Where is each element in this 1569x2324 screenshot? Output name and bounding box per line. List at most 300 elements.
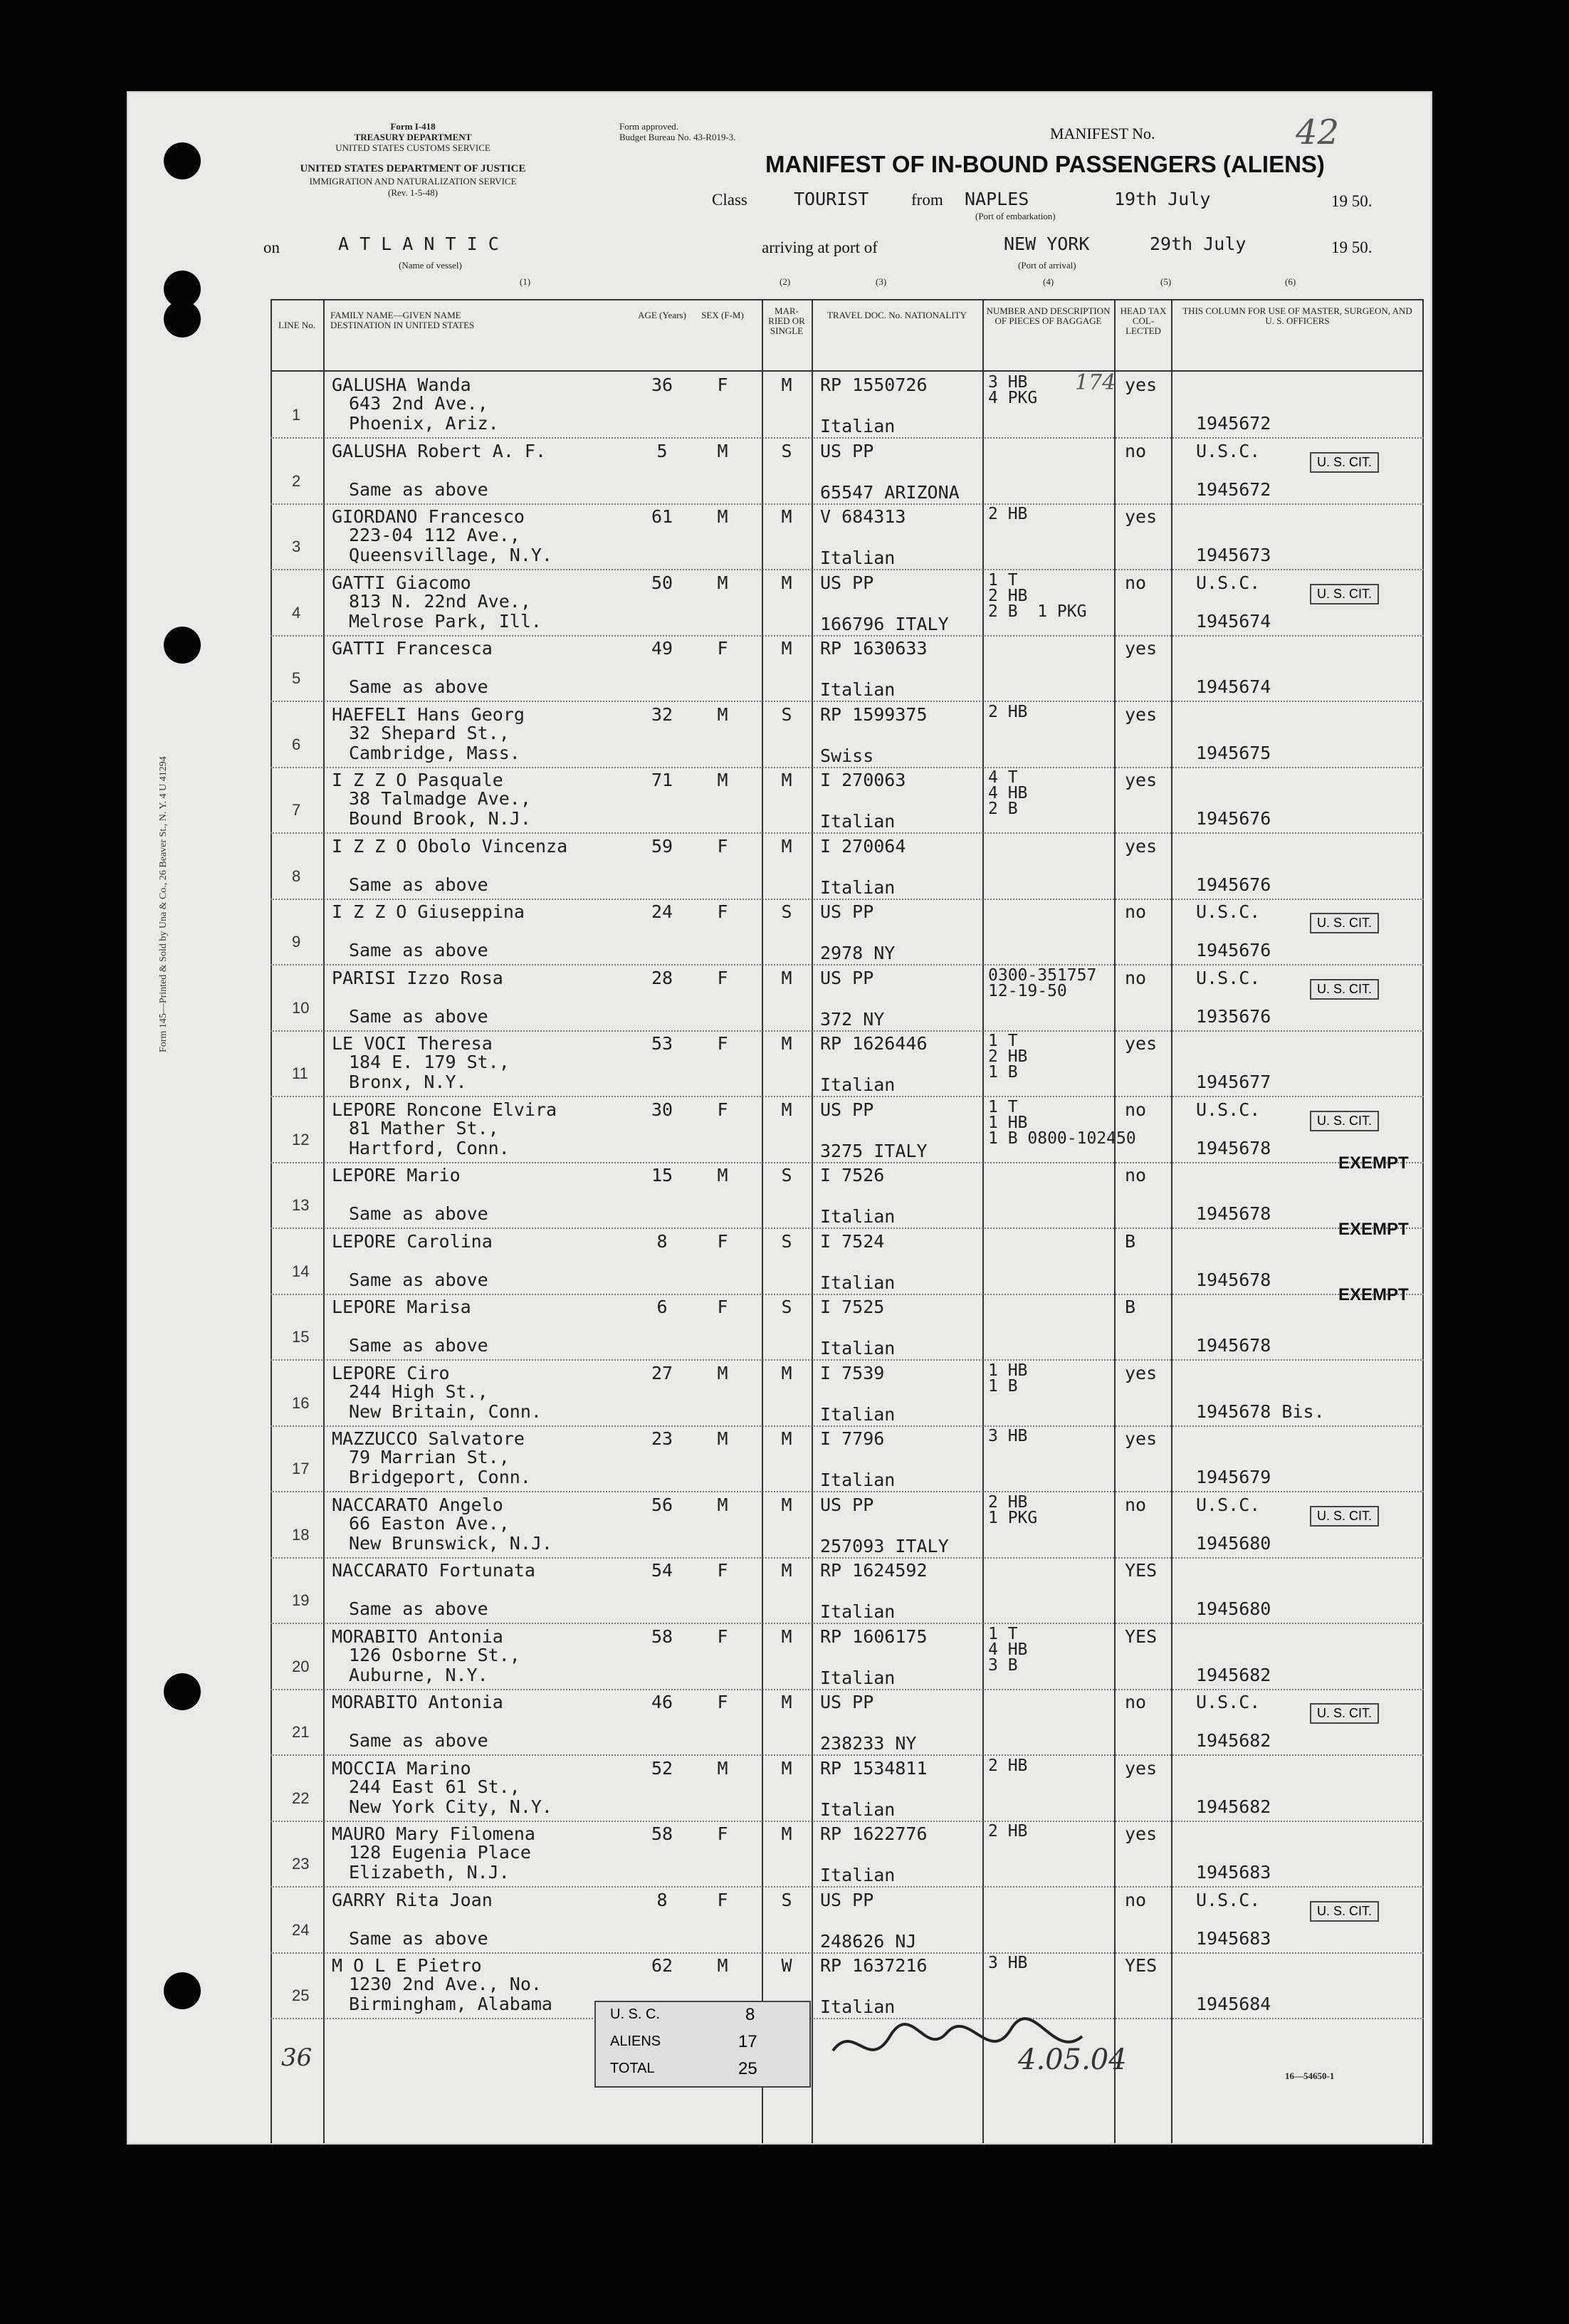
address-line-1: 244 East 61 St., — [349, 1776, 520, 1797]
nationality: 238233 NY — [820, 1733, 917, 1754]
col-name: FAMILY NAME—GIVEN NAME DESTINATION IN UNITED STATES — [330, 310, 475, 330]
travel-doc: RP 1599375 — [820, 703, 928, 725]
col-number-1: (1) — [520, 276, 531, 287]
vessel-note: (Name of vessel) — [399, 260, 462, 271]
usc-mark: U.S.C. — [1196, 1494, 1261, 1515]
table-row — [271, 1885, 1424, 1954]
line-number: 14 — [292, 1262, 310, 1280]
head-tax: yes — [1125, 835, 1158, 857]
col-number-4: (4) — [1043, 276, 1054, 287]
passenger-name: MAURO Mary Filomena — [332, 1823, 535, 1844]
travel-doc: I 7525 — [820, 1297, 885, 1317]
address-line-2: Melrose Park, Ill. — [349, 610, 542, 632]
table-row — [271, 436, 1424, 505]
col-head-tax: HEAD TAX COL-LECTED — [1120, 305, 1167, 336]
travel-doc: RP 1637216 — [820, 1955, 928, 1976]
marital-status: M — [781, 770, 792, 790]
line-number: 21 — [292, 1723, 310, 1741]
travel-doc: RP 1534811 — [820, 1757, 928, 1779]
head-tax: yes — [1125, 1757, 1158, 1779]
passenger-name: LEPORE Carolina — [332, 1230, 493, 1252]
side-print: Form 145—Printed & Sold by Una & Co., 26 Beaver St., N. Y. 4 U 41294 — [158, 756, 169, 1052]
line-number: 13 — [292, 1196, 310, 1214]
arrival-port: NEW YORK — [1004, 234, 1090, 254]
line-number: 15 — [292, 1328, 310, 1346]
line-number: 11 — [292, 1064, 308, 1082]
manifest-sheet — [128, 93, 1431, 2143]
marital-status: S — [781, 1297, 792, 1317]
address-line-2: Same as above — [349, 1927, 488, 1949]
sex: M — [717, 1955, 728, 1976]
line-number: 18 — [292, 1525, 310, 1544]
travel-doc: US PP — [820, 901, 874, 922]
passenger-name: GALUSHA Robert A. F. — [332, 440, 547, 461]
table-row — [271, 963, 1424, 1032]
arrival-note: (Port of arrival) — [1018, 260, 1076, 271]
head-tax: yes — [1125, 1033, 1158, 1054]
sex: M — [717, 1428, 728, 1449]
officer-number: 1945682 — [1196, 1730, 1271, 1751]
head-tax: no — [1125, 572, 1147, 593]
col-married: MAR-RIED OR SINGLE — [768, 305, 805, 336]
usc-count: 8 — [745, 2005, 755, 2024]
sex: M — [717, 1362, 728, 1383]
officer-number: 1945676 — [1196, 874, 1271, 895]
nationality: 3275 ITALY — [820, 1140, 928, 1161]
age: 56 — [651, 1494, 673, 1515]
age: 8 — [656, 1889, 668, 1910]
sex: F — [717, 1033, 728, 1054]
form-approved: Form approved. — [619, 121, 679, 132]
marital-status: M — [781, 1099, 792, 1120]
travel-doc: US PP — [820, 572, 874, 593]
punch-hole — [164, 300, 201, 337]
passenger-name: LEPORE Ciro — [332, 1362, 450, 1383]
usc-mark: U.S.C. — [1196, 1099, 1261, 1120]
line-number: 6 — [292, 735, 301, 753]
age: 52 — [651, 1757, 673, 1779]
address-line-2: New Brunswick, N.J. — [349, 1532, 552, 1554]
passenger-name: M O L E Pietro — [332, 1955, 482, 1976]
passenger-table — [271, 299, 1424, 2143]
age: 23 — [651, 1428, 673, 1449]
table-row — [271, 568, 1424, 637]
usc-mark: U.S.C. — [1196, 572, 1261, 593]
marital-status: M — [781, 1428, 792, 1449]
nationality: 257093 ITALY — [820, 1535, 949, 1556]
usc-label: U. S. C. — [610, 2006, 661, 2022]
sex: M — [717, 770, 728, 790]
age: 58 — [651, 1626, 673, 1647]
table-row — [271, 1687, 1424, 1756]
marital-status: M — [781, 835, 792, 857]
line-number: 8 — [292, 867, 301, 885]
travel-doc: RP 1630633 — [820, 638, 928, 659]
line-number: 2 — [292, 471, 301, 490]
baggage: 1 HB 1 B — [988, 1361, 1028, 1396]
travel-doc: I 270064 — [820, 835, 906, 857]
age: 30 — [651, 1099, 673, 1120]
sex: M — [717, 506, 728, 527]
address-line-1: 32 Shepard St., — [349, 722, 510, 743]
head-tax: no — [1125, 1494, 1147, 1515]
head-tax: yes — [1125, 375, 1158, 395]
baggage-note: 174 — [1075, 370, 1116, 395]
sex: F — [717, 1626, 728, 1647]
age: 49 — [651, 638, 673, 659]
sex: F — [717, 1560, 728, 1581]
on-label: on — [263, 239, 280, 256]
marital-status: M — [781, 1033, 792, 1054]
age: 32 — [651, 703, 673, 725]
class-value: TOURIST — [794, 189, 869, 209]
travel-doc: RP 1550726 — [820, 375, 928, 395]
address-line-1: 643 2nd Ave., — [349, 393, 488, 414]
embark-note: (Port of embarkation) — [975, 211, 1056, 221]
nationality: Italian — [820, 1865, 896, 1885]
address-line-2: Same as above — [349, 1005, 488, 1027]
head-tax: yes — [1125, 1823, 1158, 1844]
col-number-3: (3) — [876, 276, 887, 287]
travel-doc: US PP — [820, 1692, 874, 1712]
nationality: Italian — [820, 811, 896, 832]
address-line-2: Cambridge, Mass. — [349, 742, 520, 763]
col-baggage: NUMBER AND DESCRIPTION OF PIECES OF BAGGAGE — [986, 305, 1111, 326]
age: 28 — [651, 967, 673, 988]
officer-number: 1945672 — [1196, 478, 1271, 500]
travel-doc: RP 1606175 — [820, 1626, 928, 1647]
age: 53 — [651, 1033, 673, 1054]
nationality: Italian — [820, 1799, 896, 1820]
marital-status: S — [781, 1165, 792, 1185]
manifest-label: MANIFEST No. — [1050, 125, 1155, 142]
baggage: 1 T 2 HB 2 B 1 PKG — [988, 570, 1087, 621]
age: 8 — [656, 1230, 668, 1252]
from-port: NAPLES — [965, 189, 1029, 209]
officer-number: 1945683 — [1196, 1862, 1271, 1883]
total-count: 25 — [738, 2059, 757, 2078]
nationality: Italian — [820, 1601, 896, 1622]
marital-status: M — [781, 1560, 792, 1581]
address-line-2: Same as above — [349, 874, 488, 895]
age: 71 — [651, 770, 673, 790]
sex: M — [717, 1757, 728, 1779]
travel-doc: RP 1626446 — [820, 1033, 928, 1054]
line-number: 20 — [292, 1657, 310, 1675]
manifest-title: MANIFEST OF IN-BOUND PASSENGERS (ALIENS) — [765, 151, 1325, 177]
travel-doc: I 7524 — [820, 1230, 885, 1252]
head-tax: yes — [1125, 770, 1158, 790]
us-citizen-stamp: U. S. CIT. — [1310, 913, 1379, 933]
table-row — [271, 765, 1424, 834]
passenger-name: LEPORE Mario — [332, 1165, 461, 1185]
baggage: 3 HB 4 PKG — [988, 373, 1038, 407]
address-line-2: Same as above — [349, 1598, 488, 1619]
head-tax: no — [1125, 1099, 1147, 1120]
passenger-name: MORABITO Antonia — [332, 1626, 503, 1647]
marital-status: M — [781, 1494, 792, 1515]
nationality: Italian — [820, 1667, 896, 1688]
head-tax: no — [1125, 440, 1147, 461]
line-number: 9 — [292, 933, 301, 951]
baggage: 2 HB — [988, 505, 1028, 523]
address-line-1: 81 Mather St., — [349, 1117, 499, 1139]
address-line-1: 184 E. 179 St., — [349, 1052, 510, 1072]
baggage: 2 HB — [988, 702, 1028, 721]
address-line-1: 128 Eugenia Place — [349, 1842, 531, 1863]
nationality: 65547 ARIZONA — [820, 481, 960, 503]
nationality: 372 NY — [820, 1008, 885, 1030]
passenger-name: I Z Z O Pasquale — [332, 770, 503, 790]
sex: M — [717, 703, 728, 725]
col-age: AGE (Years) — [638, 310, 686, 320]
nationality: Italian — [820, 1996, 896, 2017]
address-line-2: Phoenix, Ariz. — [349, 413, 499, 434]
col-line: LINE No. — [278, 320, 315, 330]
officer-number: 1945674 — [1196, 676, 1271, 697]
line-number: 22 — [292, 1789, 310, 1807]
head-tax: YES — [1125, 1560, 1158, 1581]
address-line-2: New York City, N.Y. — [349, 1796, 552, 1817]
officer-number: 1945672 — [1196, 413, 1271, 434]
travel-doc: US PP — [820, 1889, 874, 1910]
treasury-dept: TREASURY DEPARTMENT — [354, 132, 472, 142]
marital-status: M — [781, 1757, 792, 1779]
sex: F — [717, 1692, 728, 1712]
head-tax: YES — [1125, 1626, 1158, 1647]
sex: M — [717, 1165, 728, 1185]
nationality: 166796 ITALY — [820, 613, 949, 634]
marital-status: S — [781, 1889, 792, 1910]
passenger-name: HAEFELI Hans Georg — [332, 703, 525, 725]
line-number: 24 — [292, 1920, 310, 1939]
age: 5 — [656, 440, 668, 461]
sex: F — [717, 901, 728, 922]
officer-number: 1945684 — [1196, 1994, 1271, 2014]
line-number: 4 — [292, 603, 301, 622]
head-tax: yes — [1125, 1362, 1158, 1383]
table-row — [271, 1285, 1424, 1361]
officer-number: 1945678 — [1196, 1269, 1271, 1290]
ins-service: IMMIGRATION AND NATURALIZATION SERVICE — [309, 176, 517, 187]
us-citizen-stamp: U. S. CIT. — [1310, 1703, 1379, 1724]
exempt-stamp: EXEMPT — [1338, 1219, 1409, 1239]
embark-year: 19 50. — [1331, 192, 1373, 210]
table-row — [271, 370, 1424, 439]
line-number: 5 — [292, 669, 301, 687]
sex: M — [717, 1494, 728, 1515]
address-line-2: Same as above — [349, 1335, 488, 1356]
vessel-name: A T L A N T I C — [338, 234, 499, 254]
baggage: 2 HB — [988, 1756, 1028, 1775]
passenger-name: GALUSHA Wanda — [332, 375, 471, 395]
address-line-2: New Britain, Conn. — [349, 1401, 542, 1422]
nationality: Italian — [820, 548, 896, 568]
col-officers: THIS COLUMN FOR USE OF MASTER, SURGEON, AND U. S. OFFICERS — [1182, 305, 1412, 326]
usc-mark: U.S.C. — [1196, 967, 1261, 988]
arriving-label: arriving at port of — [762, 239, 878, 256]
nationality: Italian — [820, 679, 896, 700]
travel-doc: I 7526 — [820, 1165, 885, 1185]
sex: F — [717, 1297, 728, 1317]
officer-number: 1945676 — [1196, 808, 1271, 829]
line-number: 16 — [292, 1393, 310, 1412]
marital-status: M — [781, 638, 792, 659]
table-row — [271, 700, 1424, 768]
head-tax: B — [1125, 1230, 1136, 1252]
marital-status: S — [781, 1230, 792, 1252]
budget-bureau: Budget Bureau No. 43-R019-3. — [619, 132, 736, 142]
head-tax: no — [1125, 1692, 1147, 1712]
line-number: 10 — [292, 998, 310, 1017]
passenger-name: MORABITO Antonia — [332, 1692, 503, 1712]
baggage: 2 HB — [988, 1822, 1028, 1841]
nationality: Italian — [820, 1272, 896, 1293]
travel-doc: US PP — [820, 440, 874, 461]
sex: M — [717, 572, 728, 593]
baggage: 2 HB 1 PKG — [988, 1492, 1038, 1527]
passenger-name: GATTI Francesca — [332, 638, 493, 659]
line-number: 17 — [292, 1460, 310, 1477]
age: 24 — [651, 901, 673, 922]
passenger-name: MAZZUCCO Salvatore — [332, 1428, 525, 1449]
passenger-name: GARRY Rita Joan — [332, 1889, 493, 1910]
table-row — [271, 1029, 1424, 1097]
officer-number: 1945678 Bis. — [1196, 1401, 1325, 1422]
travel-doc: RP 1622776 — [820, 1823, 928, 1844]
sex: F — [717, 835, 728, 857]
officer-number: 1935676 — [1196, 1005, 1271, 1027]
usc-mark: U.S.C. — [1196, 901, 1261, 922]
usc-mark: U.S.C. — [1196, 1692, 1261, 1712]
address-line-2: Bridgeport, Conn. — [349, 1467, 531, 1487]
inspector-signature — [826, 2008, 1182, 2086]
age: 50 — [651, 572, 673, 593]
officer-number: 1945676 — [1196, 940, 1271, 961]
officer-number: 1945683 — [1196, 1927, 1271, 1949]
address-line-1: 38 Talmadge Ave., — [349, 788, 531, 809]
officer-number: 1945682 — [1196, 1796, 1271, 1817]
table-row — [271, 1095, 1424, 1163]
us-citizen-stamp: U. S. CIT. — [1310, 1506, 1379, 1527]
head-tax: no — [1125, 1165, 1147, 1185]
marital-status: M — [781, 1692, 792, 1712]
travel-doc: I 7796 — [820, 1428, 885, 1449]
head-tax: yes — [1125, 506, 1158, 527]
officer-number: 1945678 — [1196, 1335, 1271, 1356]
aliens-label: ALIENS — [610, 2034, 661, 2049]
sex: F — [717, 1099, 728, 1120]
baggage: 3 HB — [988, 1427, 1028, 1445]
age: 59 — [651, 835, 673, 857]
head-tax: no — [1125, 967, 1147, 988]
baggage: 3 HB — [988, 1954, 1028, 1972]
marital-status: M — [781, 1626, 792, 1647]
address-line-2: Hartford, Conn. — [349, 1137, 510, 1158]
punch-hole — [164, 1972, 201, 2009]
address-line-1: 244 High St., — [349, 1381, 488, 1402]
officer-number: 1945680 — [1196, 1598, 1271, 1619]
table-row — [271, 1359, 1424, 1427]
travel-doc: US PP — [820, 1099, 874, 1120]
embark-date: 19th July — [1114, 189, 1211, 209]
officer-number: 1945675 — [1196, 742, 1271, 763]
form-code: 16—54650-1 — [1285, 2071, 1335, 2081]
us-citizen-stamp: U. S. CIT. — [1310, 1111, 1379, 1131]
address-line-2: Elizabeth, N.J. — [349, 1862, 510, 1883]
travel-doc: V 684313 — [820, 506, 906, 527]
nationality: Italian — [820, 1403, 896, 1425]
head-tax: no — [1125, 1889, 1147, 1910]
sex: F — [717, 1823, 728, 1844]
usc-mark: U.S.C. — [1196, 440, 1261, 461]
punch-hole — [164, 1673, 201, 1710]
address-line-2: Queensvillage, N.Y. — [349, 545, 552, 565]
address-line-2: Bound Brook, N.J. — [349, 808, 531, 829]
age: 36 — [651, 375, 673, 395]
usc-mark: U.S.C. — [1196, 1889, 1261, 1910]
passenger-name: LE VOCI Theresa — [332, 1033, 493, 1054]
head-tax: yes — [1125, 703, 1158, 725]
passenger-name: PARISI Izzo Rosa — [332, 967, 503, 988]
age: 27 — [651, 1362, 673, 1383]
signature-date: 4.05.04 — [1018, 2043, 1127, 2076]
revision: (Rev. 1-5-48) — [388, 187, 438, 198]
marital-status: M — [781, 967, 792, 988]
col-number-5: (5) — [1160, 276, 1172, 287]
baggage: 0300-351757 12-19-50 — [988, 965, 1097, 1000]
address-line-1: 813 N. 22nd Ave., — [349, 590, 531, 612]
sex: F — [717, 638, 728, 659]
page-count: 36 — [281, 2043, 313, 2072]
nationality: 2978 NY — [820, 943, 896, 963]
sex: F — [717, 1230, 728, 1252]
arrival-year: 19 50. — [1331, 239, 1373, 256]
head-tax: yes — [1125, 1428, 1158, 1449]
marital-status: S — [781, 703, 792, 725]
line-number: 19 — [292, 1591, 310, 1609]
sex: F — [717, 967, 728, 988]
address-line-1: 66 Easton Ave., — [349, 1512, 510, 1534]
address-line-2: Same as above — [349, 478, 488, 500]
travel-doc: I 270063 — [820, 770, 906, 790]
form-number: Form I-418 — [390, 121, 436, 132]
age: 46 — [651, 1692, 673, 1712]
passenger-name: GIORDANO Francesco — [332, 506, 525, 527]
marital-status: M — [781, 1362, 792, 1383]
address-line-2: Same as above — [349, 1269, 488, 1290]
us-citizen-stamp: U. S. CIT. — [1310, 584, 1379, 604]
passenger-name: LEPORE Roncone Elvira — [332, 1099, 557, 1120]
table-row — [271, 1153, 1424, 1229]
totals-stamp — [594, 2001, 811, 2088]
officer-number: 1945678 — [1196, 1203, 1271, 1224]
aliens-count: 17 — [738, 2032, 757, 2051]
passenger-name: LEPORE Marisa — [332, 1297, 471, 1317]
col-travel-doc: TRAVEL DOC. No. NATIONALITY — [827, 310, 967, 320]
head-tax: YES — [1125, 1955, 1158, 1976]
manifest-number: 42 — [1296, 112, 1340, 152]
officer-number: 1945678 — [1196, 1137, 1271, 1158]
baggage: 1 T 1 HB 1 B 0800-102450 — [988, 1097, 1136, 1148]
nationality: Italian — [820, 1338, 896, 1359]
officer-number: 1945677 — [1196, 1072, 1271, 1092]
line-number: 7 — [292, 801, 301, 819]
address-line-2: Same as above — [349, 1730, 488, 1751]
head-tax: yes — [1125, 638, 1158, 659]
table-row — [271, 502, 1424, 570]
nationality: Italian — [820, 1470, 896, 1490]
